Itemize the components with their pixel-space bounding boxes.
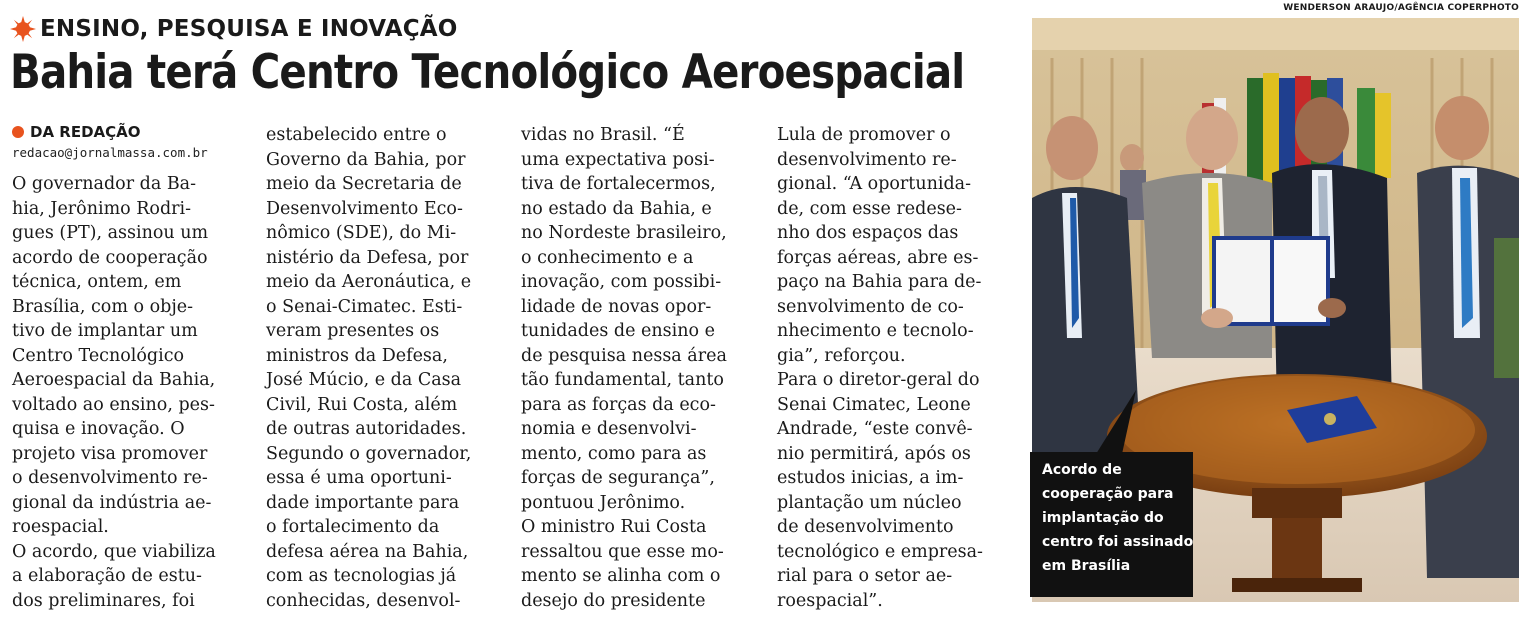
article-column-3: [521, 123, 757, 613]
article-line: gues (PT), assinou um: [12, 223, 209, 243]
article-line: o conhecimento e a: [521, 247, 694, 268]
photo-caption: [1030, 452, 1193, 597]
article-line: veram presentes os: [266, 321, 440, 341]
article-line: mento se alinha com o: [521, 566, 721, 586]
article-line: forças aéreas, abre es-: [777, 247, 979, 268]
article-line: Brasília, com o obje-: [12, 296, 194, 317]
byline-dot-icon: [12, 126, 24, 138]
caption-line: centro foi assinado: [1042, 534, 1194, 550]
article-line: Civil, Rui Costa, além: [266, 394, 458, 415]
article-line: Andrade, “este convê-: [777, 419, 973, 439]
starburst-icon: [10, 16, 36, 42]
article-line: Aeroespacial da Bahia,: [12, 370, 216, 390]
caption-line: Acordo de: [1042, 462, 1122, 478]
article-line: hia, Jerônimo Rodri-: [12, 198, 192, 219]
article-line: tiva de fortalecermos,: [521, 174, 716, 194]
article-line: de pesquisa nessa área: [521, 345, 727, 366]
article-line: para as forças da eco-: [521, 394, 716, 415]
article-line: de outras autoridades.: [266, 419, 467, 439]
article-line: ministros da Defesa,: [266, 345, 448, 366]
article-line: O governador da Ba-: [12, 174, 197, 194]
article-column-1: [12, 172, 248, 613]
article-line: nio permitirá, após os: [777, 443, 971, 464]
article-line: lidade de novas opor-: [521, 296, 712, 317]
article-line: o desenvolvimento re-: [12, 468, 208, 488]
caption-pointer: [1078, 388, 1138, 458]
article-line: Lula de promover o: [777, 125, 951, 145]
article-line: meio da Secretaria de: [266, 174, 462, 194]
section-label: ENSINO, PESQUISA E INOVAÇÃO: [40, 16, 458, 42]
caption-line: implantação do: [1042, 510, 1164, 526]
article-line: Para o diretor-geral do: [777, 370, 980, 390]
article-line: conhecidas, desenvol-: [266, 590, 461, 611]
article-line: tecnológico e empresa-: [777, 541, 983, 562]
article-line: gional da indústria ae-: [12, 492, 212, 513]
article-line: tunidades de ensino e: [521, 321, 715, 341]
article-line: tão fundamental, tanto: [521, 370, 724, 390]
headline: Bahia terá Centro Tecnológico Aeroespacial: [10, 45, 965, 100]
article-line: nhecimento e tecnolo-: [777, 321, 974, 341]
article-line: dade importante para: [266, 492, 460, 513]
article-line: inovação, com possibi-: [521, 272, 722, 292]
article-line: desenvolvimento re-: [777, 149, 957, 170]
article-line: nômico (SDE), do Mi-: [266, 223, 457, 243]
section-kicker: [10, 14, 458, 44]
article-line: gional. “A oportunida-: [777, 174, 972, 194]
article-line: estabelecido entre o: [266, 125, 447, 145]
byline: [12, 123, 141, 141]
article-line: O ministro Rui Costa: [521, 517, 707, 537]
article-line: defesa aérea na Bahia,: [266, 541, 469, 562]
article-line: ressaltou que esse mo-: [521, 541, 724, 562]
article-line: meio da Aeronáutica, e: [266, 272, 472, 292]
article-line: desejo do presidente: [521, 590, 706, 611]
article-line: o fortalecimento da: [266, 517, 440, 537]
article-line: no Nordeste brasileiro,: [521, 223, 727, 243]
article-line: dos preliminares, foi: [12, 590, 195, 611]
article-line: nomia e desenvolvi-: [521, 419, 697, 439]
article-line: paço na Bahia para de-: [777, 272, 982, 292]
article-line: acordo de cooperação: [12, 247, 208, 268]
article-line: Segundo o governador,: [266, 443, 472, 464]
article-line: voltado ao ensino, pes-: [12, 394, 215, 415]
caption-line: em Brasília: [1042, 558, 1131, 574]
article-line: gia”, reforçou.: [777, 345, 906, 366]
article-line: pontuou Jerônimo.: [521, 492, 686, 513]
article-line: José Múcio, e da Casa: [266, 370, 462, 390]
article-line: nho dos espaços das: [777, 223, 959, 243]
article-line: Desenvolvimento Eco-: [266, 198, 463, 219]
article-line: no estado da Bahia, e: [521, 198, 712, 219]
article-line: uma expectativa posi-: [521, 149, 715, 170]
caption-line: cooperação para: [1042, 486, 1174, 502]
article-column-2: [266, 123, 502, 613]
article-line: roespacial.: [12, 517, 109, 537]
article-line: roespacial”.: [777, 590, 883, 611]
article-column-4: [777, 123, 1013, 613]
article-line: forças de segurança”,: [521, 468, 715, 488]
article-line: Centro Tecnológico: [12, 345, 185, 366]
byline-author: DA REDAÇÃO: [30, 123, 141, 141]
article-line: senvolvimento de co-: [777, 296, 964, 317]
article-line: a elaboração de estu-: [12, 566, 202, 586]
article-line: O acordo, que viabiliza: [12, 541, 216, 562]
byline-email: redacao@jornalmassa.com.br: [12, 145, 208, 160]
article-line: o Senai-Cimatec. Esti-: [266, 296, 463, 317]
article-line: de, com esse redese-: [777, 198, 962, 219]
article-line: Governo da Bahia, por: [266, 149, 466, 170]
article-line: com as tecnologias já: [266, 566, 457, 586]
article-line: mento, como para as: [521, 443, 707, 464]
article-line: técnica, ontem, em: [12, 272, 182, 292]
article-line: rial para o setor ae-: [777, 566, 953, 586]
article-line: tivo de implantar um: [12, 321, 198, 341]
article-line: Senai Cimatec, Leone: [777, 394, 971, 415]
photo-credit: WENDERSON ARAUJO/AGÊNCIA COPERPHOTO: [1283, 3, 1519, 13]
article-line: quisa e inovação. O: [12, 419, 185, 439]
article-line: estudos inicias, a im-: [777, 468, 964, 488]
article-line: projeto visa promover: [12, 443, 208, 464]
article-line: nistério da Defesa, por: [266, 247, 469, 268]
article-line: de desenvolvimento: [777, 517, 954, 537]
article-line: vidas no Brasil. “É: [521, 125, 685, 145]
article-line: essa é uma oportuni-: [266, 468, 452, 488]
article-line: plantação um núcleo: [777, 492, 962, 513]
